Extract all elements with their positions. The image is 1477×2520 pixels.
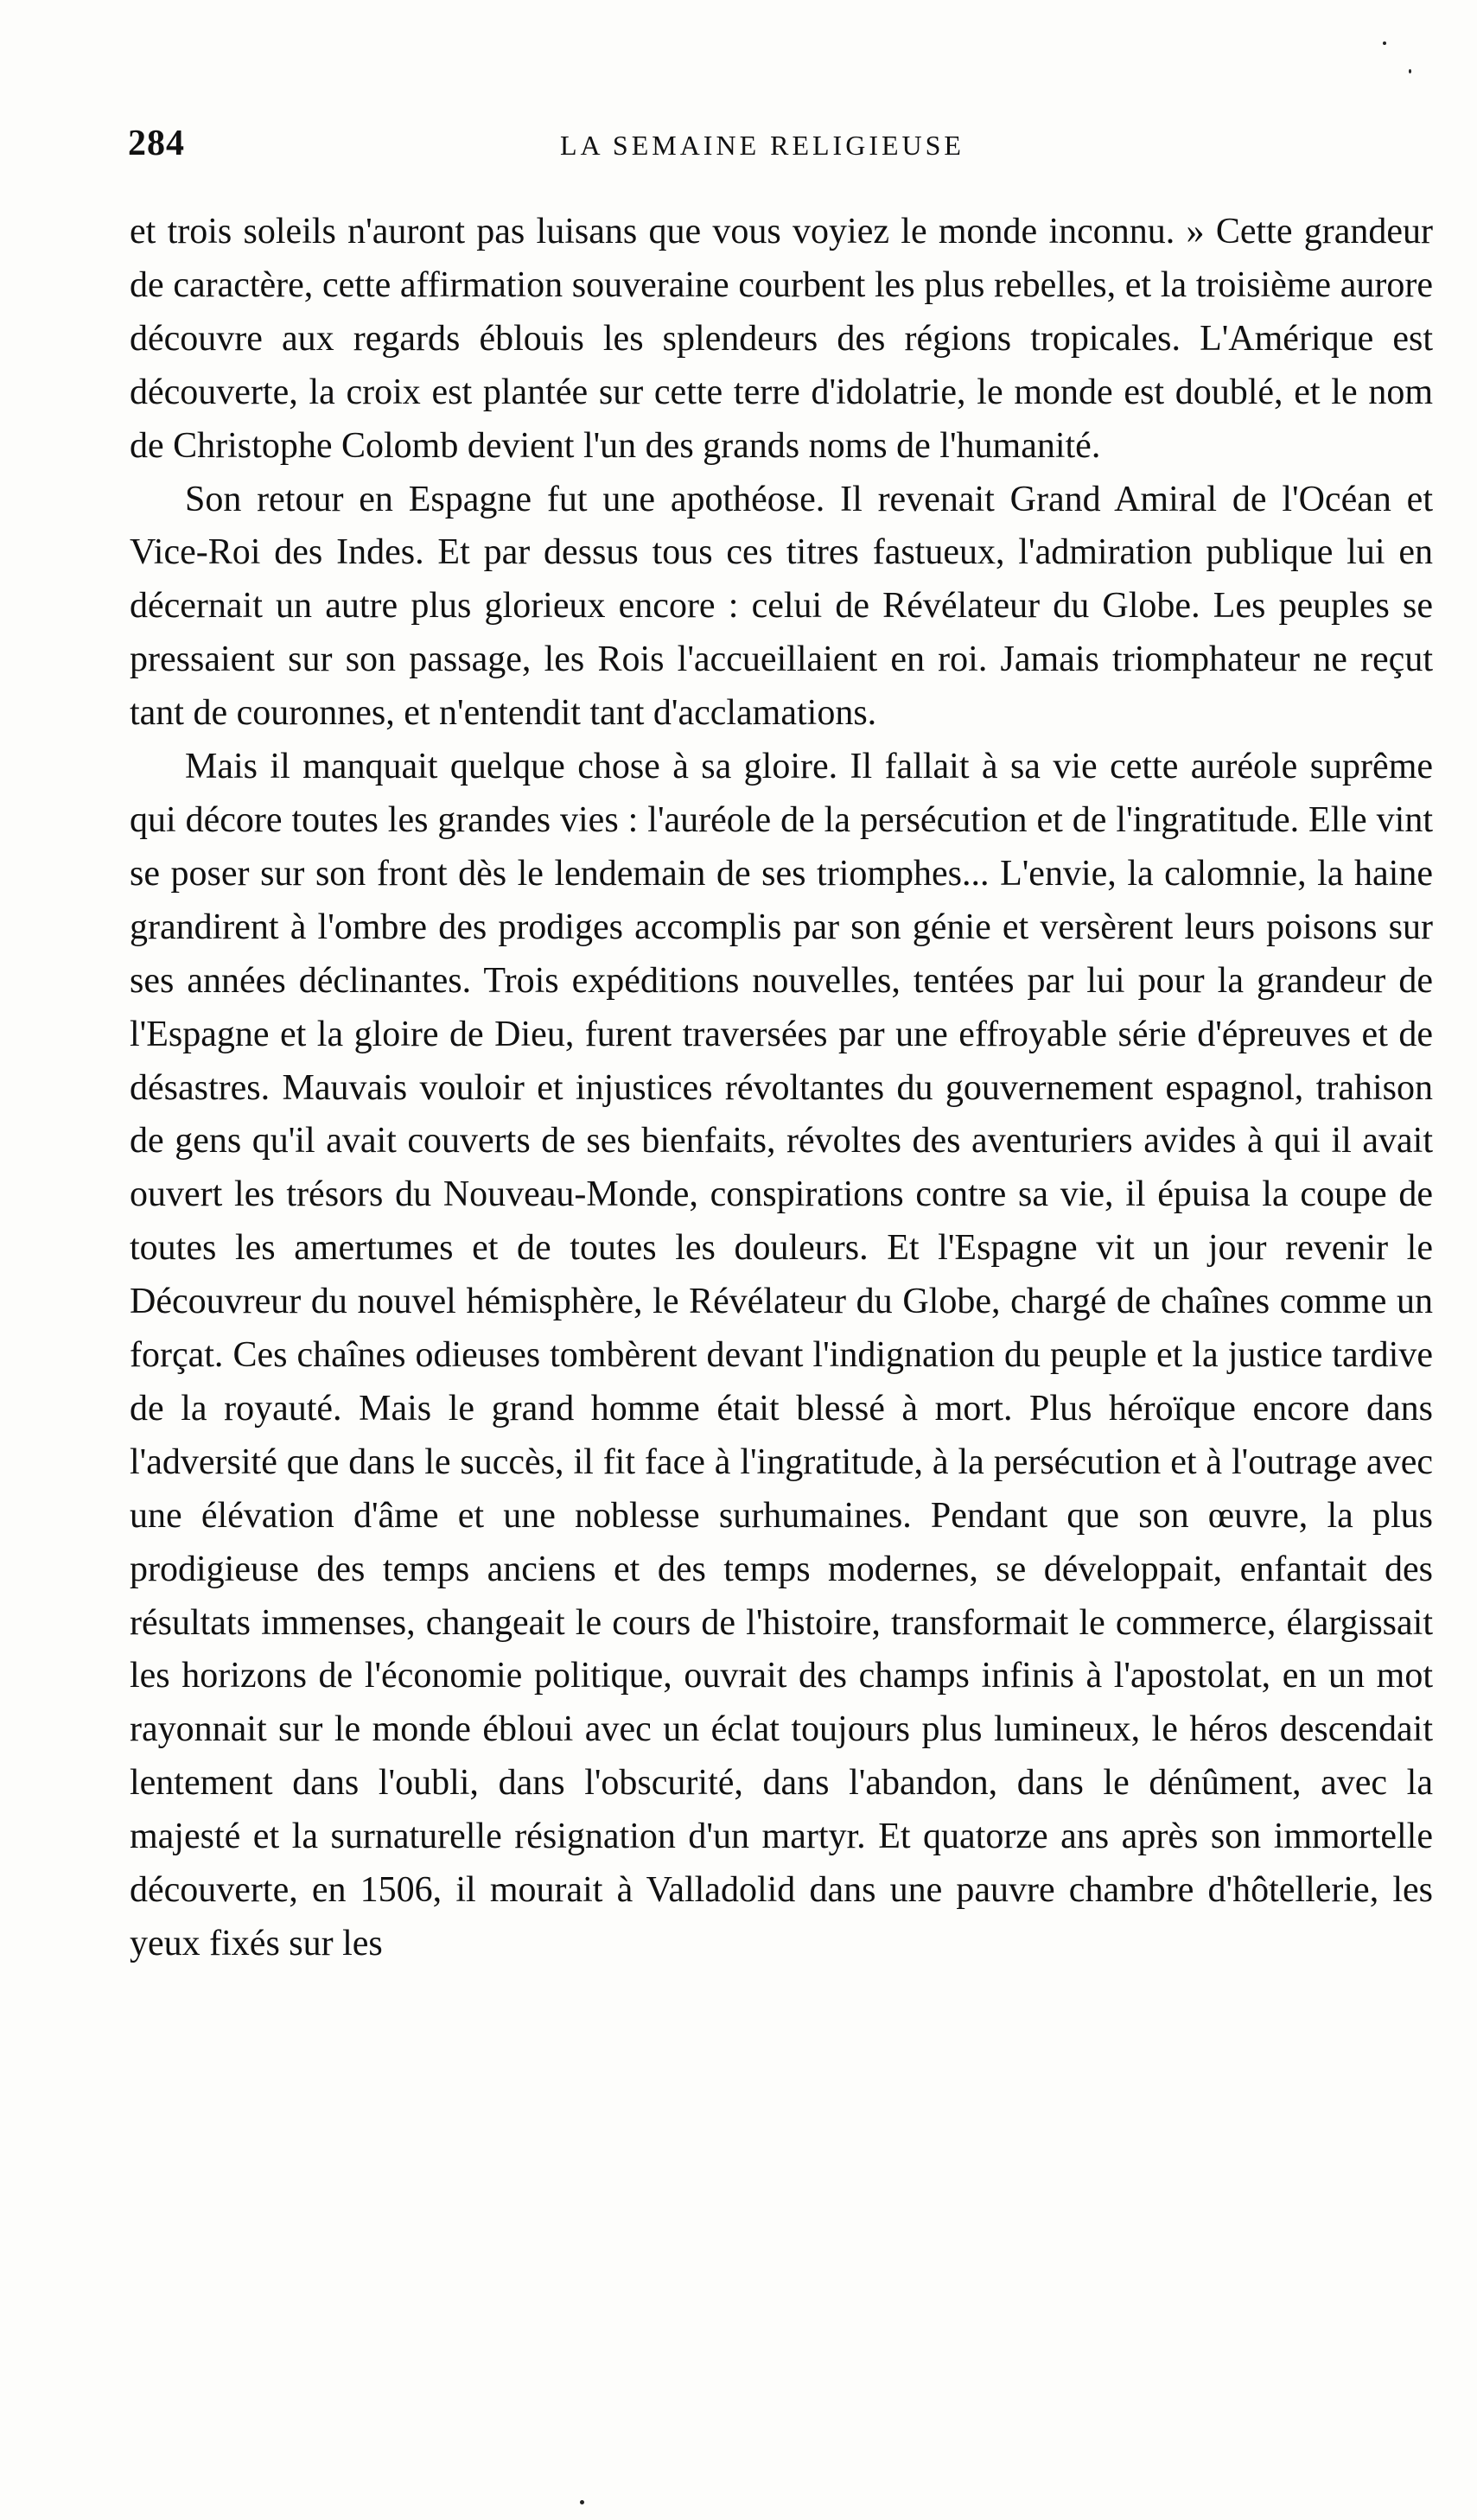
paragraph-2: Son retour en Espagne fut une apothéose. Il revenait Grand Amiral de l'Océan et Vice-Roi des Indes. Et par dessus tous ces titres fastueux, l'admiration publique lui en décernait un autre plus glorieux encore : celui de Révélateur du Globe. Les peuples se pressaient sur son passage, les Rois l'accueillaient en roi. Jamais triomphateur ne reçut tant de couronnes, et n'entendit tant d'acclamations. [130,479,1433,734]
page-header [128,123,1424,175]
body-text [130,206,1433,1971]
print-speck [1383,41,1386,45]
print-speck [580,2500,584,2504]
print-speck [1409,69,1411,73]
running-title: LA SEMAINE RELIGIEUSE [560,130,965,161]
page-number: 284 [128,124,185,163]
paragraph-3: Mais il manquait quelque chose à sa gloire. Il fallait à sa vie cette auréole suprême qui décore toutes les grandes vies : l'auréole de la persécution et de l'ingratitude. Elle vint se poser sur son front dès le lendemain de ses triomphes... L'envie, la calomnie, la haine grandirent à l'ombre des prodiges accomplis par son génie et versèrent leurs poisons sur ses années déclinantes. Trois expéditions nouvelles, tentées par lui pour la grandeur de l'Espagne et la gloire de Dieu, furent traversées par une effroyable série d'épreuves et de désastres. Mauvais vouloir et injustices révoltantes du gouvernement espagnol, trahison de gens qu'il avait couverts de ses bienfaits, révoltes des aventuriers avides à qui il avait ouvert les trésors du Nouveau-Monde, conspirations contre sa vie, il épuisa la coupe de toutes les amertumes et de toutes les douleurs. Et l'Espagne vit un jour revenir le Découvreur du nouvel hémisphère, le Révélateur du Globe, chargé de chaînes comme un forçat. Ces chaînes odieuses tombèrent devant l'indignation du peuple et la justice tardive de la royauté. Mais le grand homme était blessé à mort. Plus héroïque encore dans l'adversité que dans le succès, il fit face à l'ingratitude, à la persécution et à l'outrage avec une élévation d'âme et une noblesse surhumaines. Pendant que son œuvre, la plus prodigieuse des temps anciens et des temps modernes, se développait, enfantait des résultats immenses, changeait le cours de l'histoire, transformait le commerce, élargissait les horizons de l'économie politique, ouvrait des champs infinis à l'apostolat, en un mot rayonnait sur le monde ébloui avec un éclat toujours plus lumineux, le héros descendait lentement dans l'oubli, dans l'obscurité, dans l'abandon, dans le dénûment, avec la majesté et la surnaturelle résignation d'un martyr. Et quatorze ans après son immortelle découverte, en 1506, il mourait à Valladolid dans une pauvre chambre d'hôtellerie, les yeux fixés sur les [130,747,1433,1963]
paragraph-1: et trois soleils n'auront pas luisans que vous voyiez le monde inconnu. » Cette grandeur de caractère, cette affirmation souveraine courbent les plus rebelles, et la troisième aurore découvre aux regards éblouis les splendeurs des régions tropicales. L'Amérique est découverte, la croix est plantée sur cette terre d'idolatrie, le monde est doublé, et le nom de Christophe Colomb devient l'un des grands noms de l'humanité. [130,212,1433,466]
